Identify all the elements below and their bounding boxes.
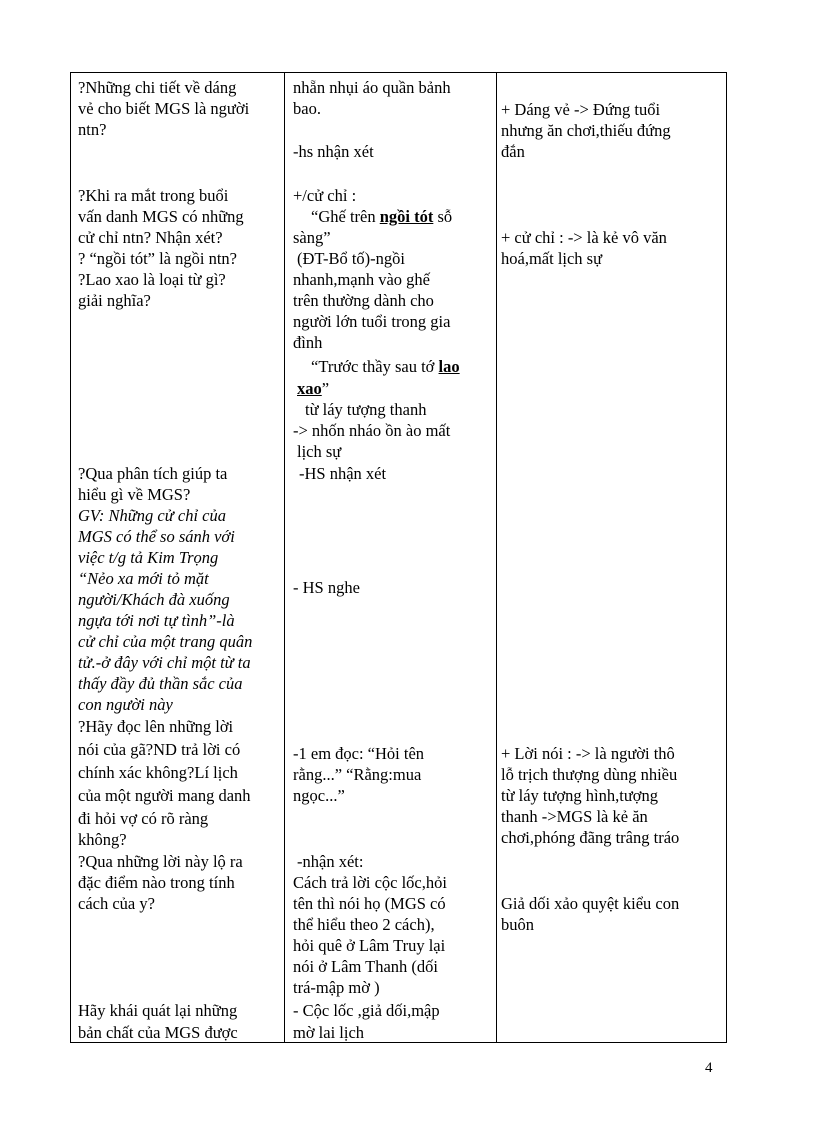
- question-line: ?Những chi tiết về dáng: [78, 78, 237, 97]
- quote-text: “Trước thầy sau tớ: [311, 357, 439, 376]
- answer-line: (ĐT-Bổ tố)-ngồi: [297, 249, 406, 268]
- question-line: giải nghĩa?: [78, 291, 151, 310]
- highlighted-word: xao: [297, 379, 322, 398]
- answer-line: -HS nhận xét: [299, 464, 387, 483]
- question-line: đặc điểm nào trong tính: [78, 873, 235, 892]
- answer-line: trá-mập mờ ): [293, 978, 380, 997]
- teacher-note-line: việc t/g tả Kim Trọng: [78, 548, 219, 567]
- question-line: của một người mang danh: [78, 786, 251, 805]
- page-number: 4: [705, 1060, 713, 1076]
- teacher-note-line: MGS có thể so sánh với: [78, 527, 235, 546]
- question-line: bản chất của MGS được: [78, 1023, 238, 1042]
- question-line: ?Qua phân tích giúp ta: [78, 464, 228, 483]
- question-line: Hãy khái quát lại những: [78, 1001, 238, 1020]
- teacher-note-line: con người này: [78, 695, 173, 714]
- teacher-note-line: tử.-ở đây với chỉ một từ ta: [78, 653, 251, 672]
- summary-line: đắn: [501, 142, 525, 161]
- teacher-note-line: “Nẻo xa mới tỏ mặt: [78, 569, 209, 588]
- highlighted-word: lao: [438, 357, 460, 376]
- summary-line: + Dáng vẻ -> Đứng tuổi: [501, 100, 661, 119]
- answer-line: -nhận xét:: [297, 852, 364, 871]
- question-line: đi hỏi vợ có rõ ràng: [78, 809, 209, 828]
- answer-line: [297, 378, 329, 399]
- summary-line: nhưng ăn chơi,thiếu đứng: [501, 121, 671, 140]
- answer-line: tên thì nói họ (MGS có: [293, 894, 446, 913]
- question-line: ? “ngồi tót” là ngồi ntn?: [78, 249, 237, 268]
- question-line: cử chỉ ntn? Nhận xét?: [78, 228, 223, 247]
- teacher-note-line: GV: Những cử chỉ của: [78, 506, 226, 525]
- answer-line: ngọc...”: [293, 786, 345, 805]
- summary-line: + cử chỉ : -> là kẻ vô văn: [501, 228, 667, 247]
- answer-line: - HS nghe: [293, 578, 360, 597]
- question-line: nói của gã?ND trả lời có: [78, 740, 241, 759]
- question-line: ?Qua những lời này lộ ra: [78, 852, 243, 871]
- question-line: ?Khi ra mắt trong buổi: [78, 186, 229, 205]
- answer-line: [311, 206, 452, 227]
- question-line: hiểu gì về MGS?: [78, 485, 191, 504]
- answer-line: trên thường dành cho: [293, 291, 434, 310]
- answer-line: hỏi quê ở Lâm Truy lại: [293, 936, 446, 955]
- summary-line: chơi,phóng đãng trâng tráo: [501, 828, 680, 847]
- answer-line: rằng...” “Rằng:mua: [293, 765, 422, 784]
- answer-line: người lớn tuổi trong gia: [293, 312, 451, 331]
- answer-line: +/cử chỉ :: [293, 186, 357, 205]
- teacher-note-line: người/Khách đà xuống: [78, 590, 230, 609]
- summary-line: Giả dối xảo quyệt kiểu con: [501, 894, 680, 913]
- question-line: ?Hãy đọc lên những lời: [78, 717, 234, 736]
- column-divider-1: [284, 73, 285, 1042]
- teacher-note-line: thấy đầy đủ thần sắc của: [78, 674, 243, 693]
- answer-line: bao.: [293, 99, 321, 118]
- answer-line: [311, 356, 460, 377]
- question-line: không?: [78, 830, 127, 849]
- answer-line: -1 em đọc: “Hỏi tên: [293, 744, 425, 763]
- question-line: vấn danh MGS có những: [78, 207, 244, 226]
- quote-text: sỗ: [433, 207, 453, 226]
- question-line: cách của y?: [78, 894, 155, 913]
- answer-line: -hs nhận xét: [293, 142, 374, 161]
- answer-line: mờ lai lịch: [293, 1023, 365, 1042]
- quote-text: ”: [321, 379, 330, 398]
- question-line: ntn?: [78, 120, 107, 139]
- question-line: chính xác không?Lí lịch: [78, 763, 238, 782]
- summary-line: lỗ trịch thượng dùng nhiều: [501, 765, 678, 784]
- teacher-note-line: cử chỉ của một trang quân: [78, 632, 253, 651]
- answer-line: đình: [293, 333, 323, 352]
- answer-line: từ láy tượng thanh: [305, 400, 427, 419]
- summary-line: từ láy tượng hình,tượng: [501, 786, 659, 805]
- answer-line: -> nhốn nháo ồn ào mất: [293, 421, 451, 440]
- answer-line: sàng”: [293, 228, 331, 247]
- answer-line: lịch sự: [297, 442, 342, 461]
- quote-text: “Ghế trên: [311, 207, 380, 226]
- answer-line: - Cộc lốc ,giả dối,mập: [293, 1001, 440, 1020]
- question-line: ?Lao xao là loại từ gì?: [78, 270, 226, 289]
- answer-line: nhanh,mạnh vào ghế: [293, 270, 431, 289]
- summary-line: + Lời nói : -> là người thô: [501, 744, 675, 763]
- question-line: vẻ cho biết MGS là người: [78, 99, 250, 118]
- column-divider-2: [496, 73, 497, 1042]
- summary-line: thanh ->MGS là kẻ ăn: [501, 807, 648, 826]
- answer-line: nhẵn nhụi áo quần bảnh: [293, 78, 451, 97]
- answer-line: nói ở Lâm Thanh (dối: [293, 957, 438, 976]
- summary-line: hoá,mất lịch sự: [501, 249, 603, 268]
- summary-line: buôn: [501, 915, 534, 934]
- answer-line: thể hiểu theo 2 cách),: [293, 915, 435, 934]
- teacher-note-line: ngựa tới nơi tự tình”-là: [78, 611, 235, 630]
- highlighted-word: ngồi tót: [379, 207, 434, 226]
- answer-line: Cách trả lời cộc lốc,hỏi: [293, 873, 447, 892]
